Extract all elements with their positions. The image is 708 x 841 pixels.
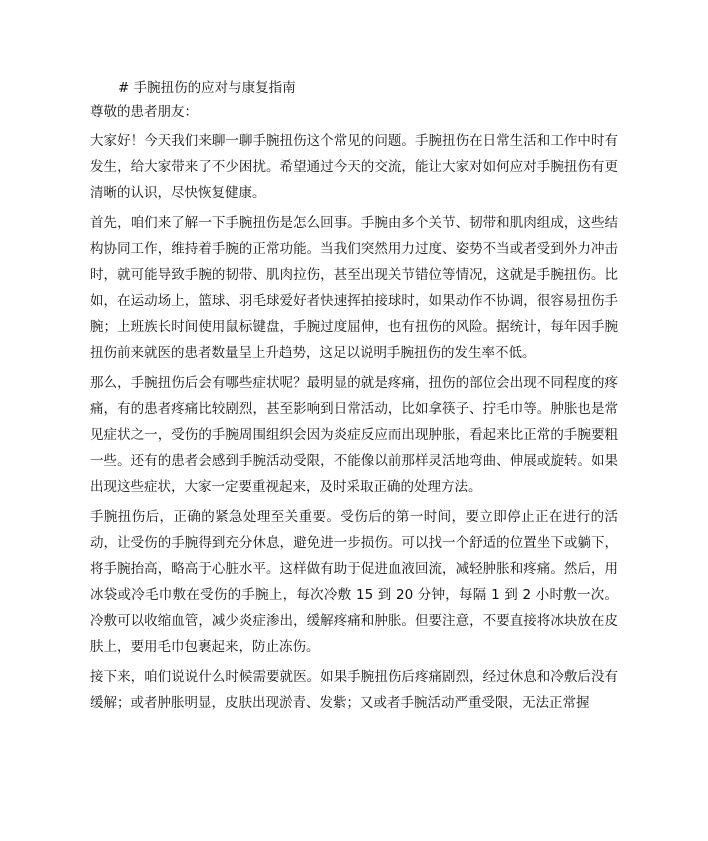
paragraph-first-aid: 手腕扭伤后，正确的紧急处理至关重要。受伤后的第一时间，要立即停止正在进行的活动，让受伤的手腕得到充分休息，避免进一步损伤。可以找一个舒适的位置坐下或躺下，将手腕抬高，略高于心脏水平。这样做有助于促进血液回流，减轻肿胀和疼痛。然后，用冰袋或冷毛巾敷在受伤的手腕上，每次冷敷 15 到 20 分钟，每隔 1 到 2 小时敷一次。冷敷可以收缩血管，减少炎症渗出，缓解疼痛和肿胀。但要注意，不要直接将冰块放在皮肤上，要用毛巾包裹起来，防止冻伤。: [90, 509, 618, 655]
document-page: [90, 76, 618, 720]
paragraph-intro: 大家好！今天我们来聊一聊手腕扭伤这个常见的问题。手腕扭伤在日常生活和工作中时有发生，给大家带来了不少困扰。希望通过今天的交流，能让大家对如何应对手腕扭伤有更清晰的认识，尽快恢复健康。: [90, 133, 618, 201]
greeting: 尊敬的患者朋友：: [90, 104, 198, 120]
document-title: # 手腕扭伤的应对与康复指南: [118, 80, 296, 96]
paragraph-when-to-see-doctor: 接下来，咱们说说什么时候需要就医。如果手腕扭伤后疼痛剧烈，经过休息和冷敷后没有缓解；或者肿胀明显，皮肤出现淤青、发紫；又或者手腕活动严重受限，无法正常握: [90, 669, 618, 711]
paragraph-what-is-sprain: 首先，咱们来了解一下手腕扭伤是怎么回事。手腕由多个关节、韧带和肌肉组成，这些结构协同工作，维持着手腕的正常功能。当我们突然用力过度、姿势不当或者受到外力冲击时，就可能导致手腕的韧带、肌肉拉伤，甚至出现关节错位等情况，这就是手腕扭伤。比如，在运动场上，篮球、羽毛球爱好者快速挥拍接球时，如果动作不协调，很容易扭伤手腕；上班族长时间使用鼠标键盘，手腕过度屈伸，也有扭伤的风险。据统计，每年因手腕扭伤前来就医的患者数量呈上升趋势，这足以说明手腕扭伤的发生率不低。: [90, 215, 618, 361]
paragraph-symptoms: 那么，手腕扭伤后会有哪些症状呢？最明显的就是疼痛，扭伤的部位会出现不同程度的疼痛，有的患者疼痛比较剧烈，甚至影响到日常活动，比如拿筷子、拧毛巾等。肿胀也是常见症状之一，受伤的手腕周围组织会因为炎症反应而出现肿胀，看起来比正常的手腕要粗一些。还有的患者会感到手腕活动受限，不能像以前那样灵活地弯曲、伸展或旋转。如果出现这些症状，大家一定要重视起来，及时采取正确的处理方法。: [90, 375, 618, 495]
